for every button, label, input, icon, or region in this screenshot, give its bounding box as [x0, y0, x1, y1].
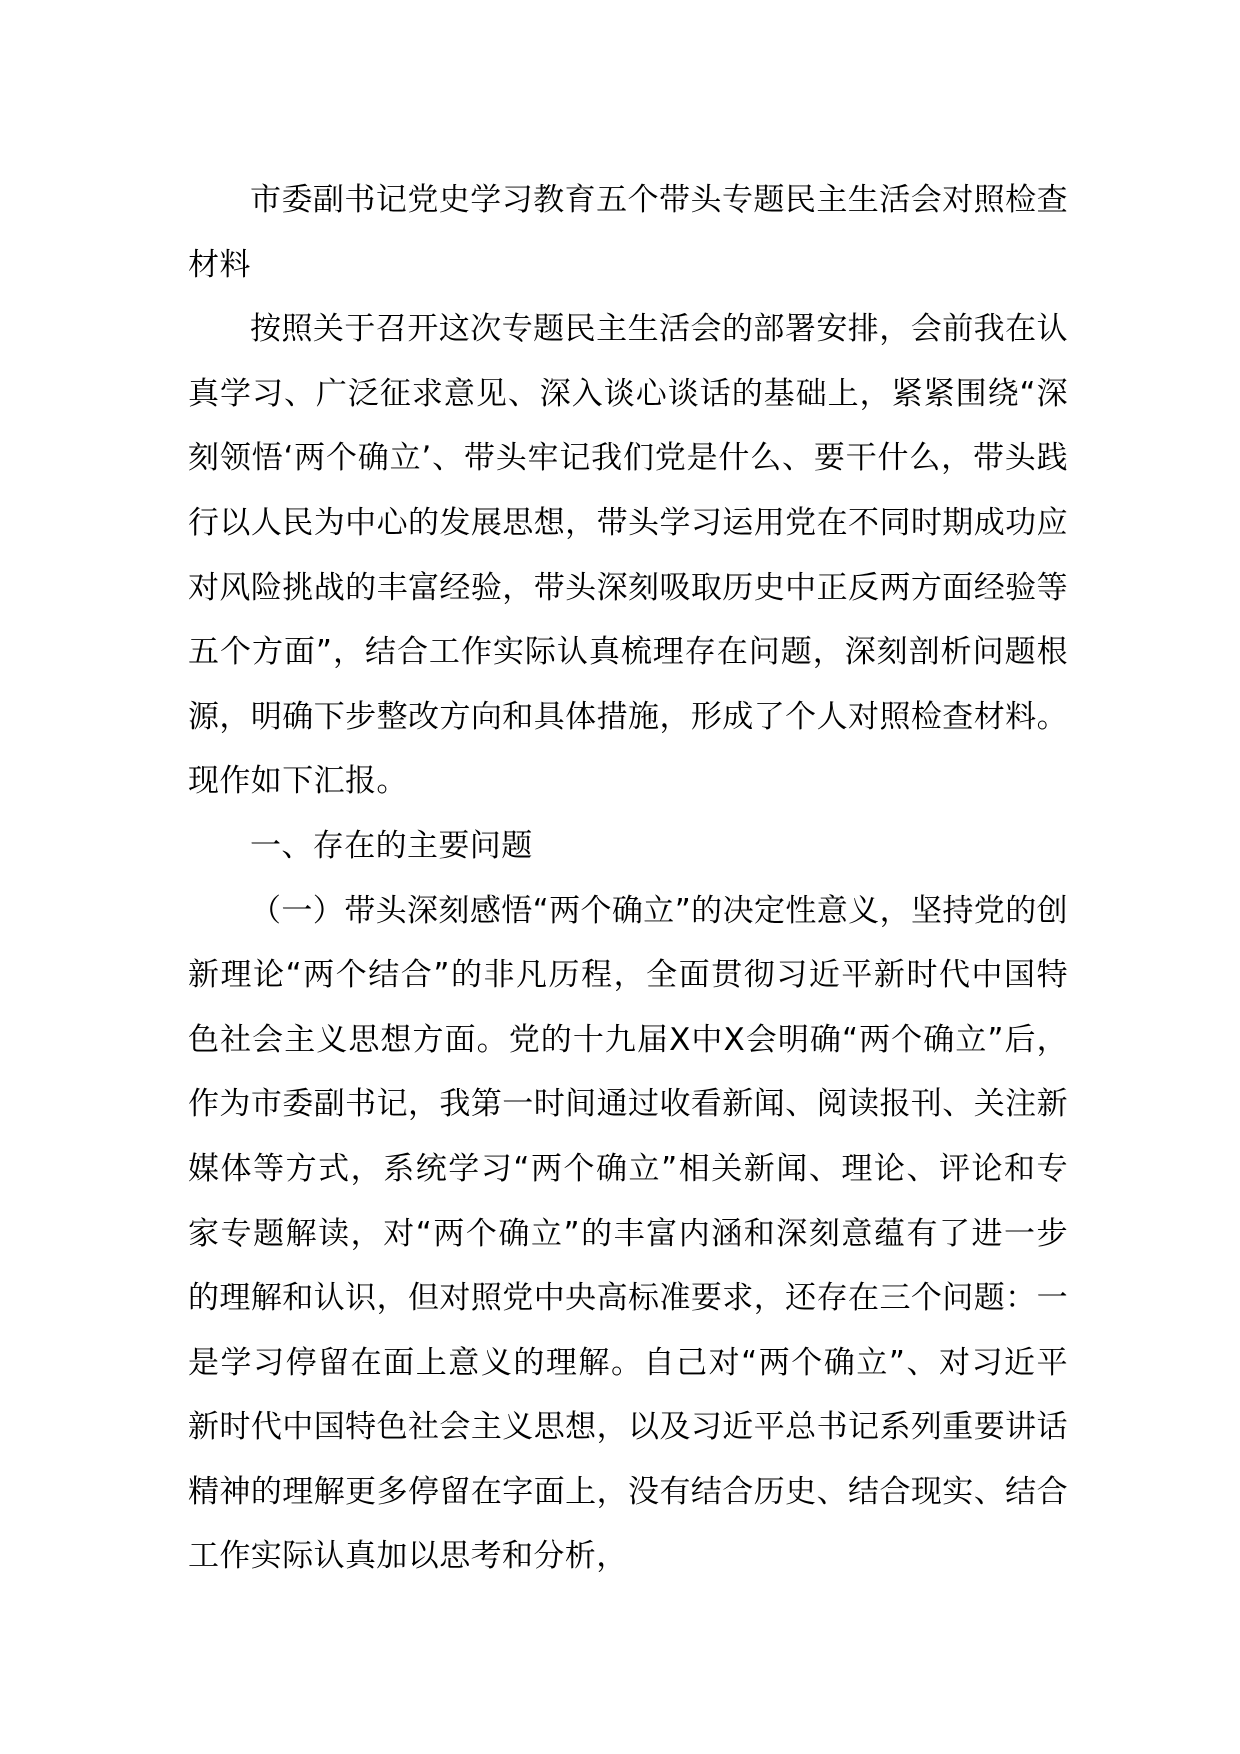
- body-paragraph: （一）带头深刻感悟“两个确立”的决定性意义，坚持党的创新理论“两个结合”的非凡历程，全面贯彻习近平新时代中国特色社会主义思想方面。党的十九届X中X会明确“两个确立”后，作为市委副书记，我第一时间通过收看新闻、阅读报刊、关注新媒体等方式，系统学习“两个确立”相关新闻、理论、评论和专家专题解读，对“两个确立”的丰富内涵和深刻意蕴有了进一步的理解和认识，但对照党中央高标准要求，还存在三个问题：一是学习停留在面上意义的理解。自己对“两个确立”、对习近平新时代中国特色社会主义思想，以及习近平总书记系列重要讲话精神的理解更多停留在字面上，没有结合历史、结合现实、结合工作实际认真加以思考和分析，: [188, 892, 1068, 1575]
- document-title: 市委副书记党史学习教育五个带头专题民主生活会对照检查材料: [188, 182, 1068, 283]
- intro-paragraph: 按照关于召开这次专题民主生活会的部署安排，会前我在认真学习、广泛征求意见、深入谈心谈话的基础上，紧紧围绕“深刻领悟‘两个确立’、带头牢记我们党是什么、要干什么，带头践行以人民为中心的发展思想，带头学习运用党在不同时期成功应对风险挑战的丰富经验，带头深刻吸取历史中正反两方面经验等五个方面”，结合工作实际认真梳理存在问题，深刻剖析问题根源，明确下步整改方向和具体措施，形成了个人对照检查材料。现作如下汇报。: [188, 311, 1068, 800]
- document-body: [188, 168, 1068, 1589]
- section-heading: 一、存在的主要问题: [250, 827, 533, 864]
